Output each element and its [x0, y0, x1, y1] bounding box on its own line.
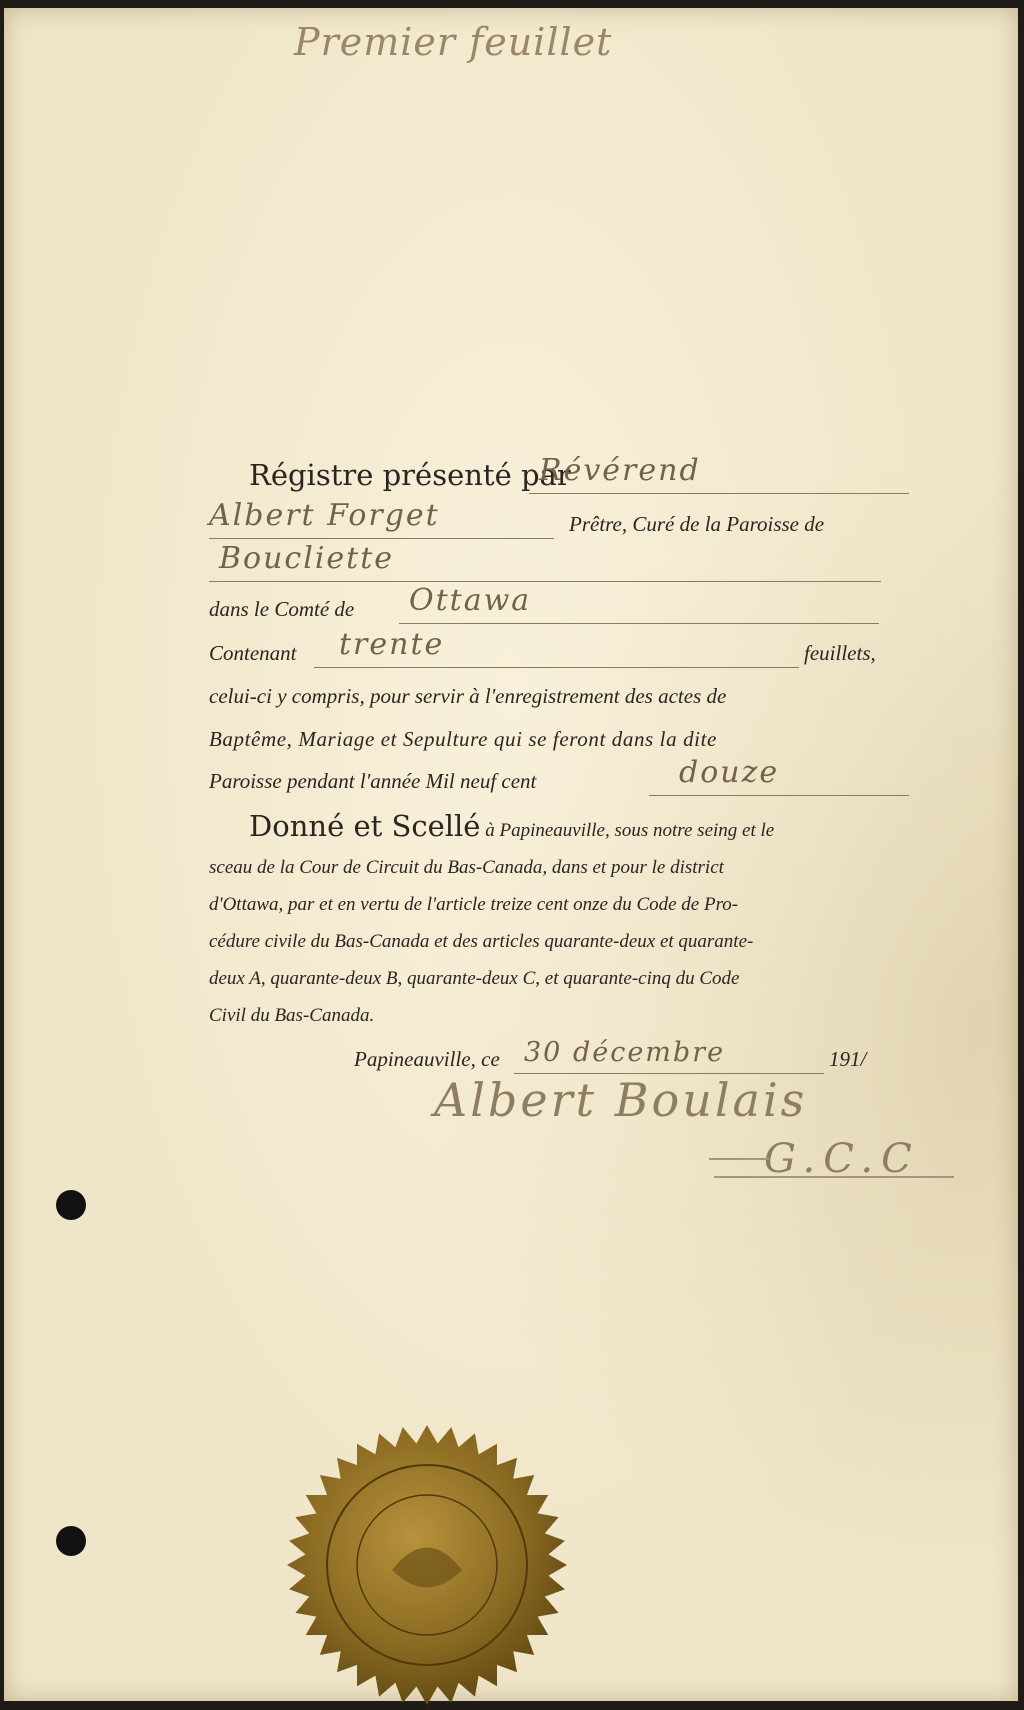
register-line-5 [209, 627, 909, 672]
sealing-row-2: sceau de la Cour de Circuit du Bas-Canada, dans et pour le district [209, 857, 724, 878]
county-handwritten: Ottawa [409, 583, 532, 618]
date-line [354, 1038, 904, 1078]
sealing-row-5: deux A, quarante-deux B, quarante-deux C, et quarante-cinq du Code [209, 968, 740, 989]
officiant-title-handwritten: Révérend [539, 453, 701, 488]
signature-title: G.C.C [764, 1136, 920, 1182]
register-line-3 [209, 541, 909, 586]
punch-hole-top [56, 1190, 86, 1220]
register-line-2 [209, 498, 909, 543]
register-line-8 [209, 755, 909, 800]
underline [209, 538, 554, 539]
document-page [4, 8, 1018, 1701]
register-line-5-print-1: Contenant [209, 641, 297, 665]
sealing-row-3: d'Ottawa, par et en vertu de l'article treize cent onze du Code de Pro- [209, 894, 739, 915]
register-line-6-text: celui-ci y compris, pour servir à l'enregistrement des actes de [209, 684, 727, 708]
gold-seal [282, 1420, 572, 1710]
underline [399, 623, 879, 624]
underline [314, 667, 799, 668]
register-line-1 [209, 453, 909, 498]
underline [209, 581, 881, 582]
date-place: Papineauville, ce [354, 1047, 500, 1071]
register-line-1-print: Régistre présenté par [249, 458, 571, 492]
sealing-paragraph [209, 808, 899, 1034]
register-line-4 [209, 583, 909, 628]
year-handwritten: douze [679, 755, 780, 790]
sheet-count-handwritten: trente [339, 627, 445, 662]
underline [529, 493, 909, 494]
register-line-7-text: Baptême, Mariage et Sepulture qui se feront dans la dite [209, 727, 717, 751]
date-year: 191/ [829, 1047, 867, 1071]
register-line-2-print: Prêtre, Curé de la Paroisse de [569, 512, 825, 536]
priest-name-handwritten: Albert Forget [209, 498, 440, 533]
date-handwritten: 30 décembre [524, 1037, 726, 1068]
signature-underline [714, 1176, 954, 1178]
header-note: Premier feuillet [294, 20, 613, 64]
parish-name-handwritten: Boucliette [219, 541, 395, 576]
punch-hole-bottom [56, 1526, 86, 1556]
register-line-4-print: dans le Comté de [209, 597, 355, 621]
sealing-row-1: à Papineauville, sous notre seing et le [485, 820, 775, 841]
signature-name: Albert Boulais [434, 1073, 808, 1127]
signature-flourish [709, 1158, 769, 1160]
register-line-8-print: Paroisse pendant l'année Mil neuf cent [209, 769, 537, 793]
underline [649, 795, 909, 796]
sealing-heading: Donné et Scellé [249, 809, 481, 843]
sealing-row-6: Civil du Bas-Canada. [209, 1005, 375, 1026]
sealing-row-4: cédure civile du Bas-Canada et des articles quarante-deux et quarante- [209, 931, 754, 952]
register-line-5-print-2: feuillets, [804, 641, 876, 665]
register-line-6 [209, 675, 909, 715]
register-line-7 [209, 718, 909, 758]
